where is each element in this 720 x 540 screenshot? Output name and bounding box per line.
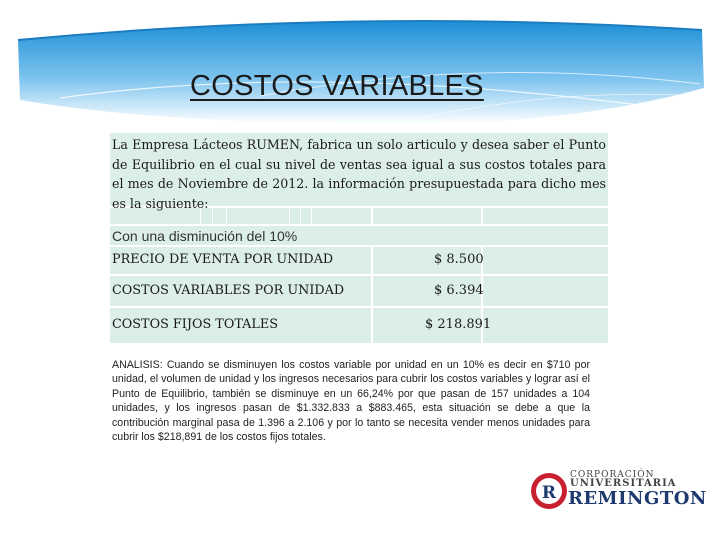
slide-title: COSTOS VARIABLES — [190, 70, 484, 102]
logo-line2: UNIVERSITARIA — [570, 478, 677, 489]
table-divider — [110, 306, 608, 308]
table-divider — [110, 274, 608, 276]
table-divider — [110, 224, 608, 226]
intro-paragraph: La Empresa Lácteos RUMEN, fabrica un solo articulo y desea saber el Punto de Equilibrio en el cual su nivel de ventas sea igual a sus costos totales para el mes de Noviembre de 2012. la información presupuestada para dicho mes es la siguiente: — [112, 137, 606, 211]
fixed-cost-label: COSTOS FIJOS TOTALES — [112, 317, 279, 332]
table-divider — [110, 245, 608, 247]
price-value: $ 8.500 — [434, 252, 484, 267]
scenario-subtitle: Con una disminución del 10% — [112, 228, 298, 244]
logo-line1: CORPORACIÓN — [570, 470, 655, 480]
price-label: PRECIO DE VENTA POR UNIDAD — [112, 252, 334, 267]
variable-cost-label: COSTOS VARIABLES POR UNIDAD — [112, 283, 345, 298]
logo-line3: REMINGTON — [568, 488, 707, 509]
analysis-paragraph: ANALISIS: Cuando se disminuyen los costos variable por unidad en un 10% es decir en $710 por unidad, el volumen de unidad y los ingresos necesarios para cubrir los costos variables y lograr así el Punto de Equilibrio, también se disminuye en un 66,24% por que pasan de 157 unidades a 104 unidades, y los ingresos pasan de $1.332.833 a $883.465, esta situación se debe a que la contribución marginal pasa de 1.396 a 2.106 y por lo tanto se necesita vender menos unidades para cubrir los $218,891 de los costos fijos totales. — [112, 359, 590, 444]
variable-cost-value: $ 6.394 — [434, 283, 484, 298]
fixed-cost-value: $ 218.891 — [425, 317, 492, 332]
table-divider — [371, 245, 373, 343]
svg-text:R: R — [541, 483, 557, 503]
